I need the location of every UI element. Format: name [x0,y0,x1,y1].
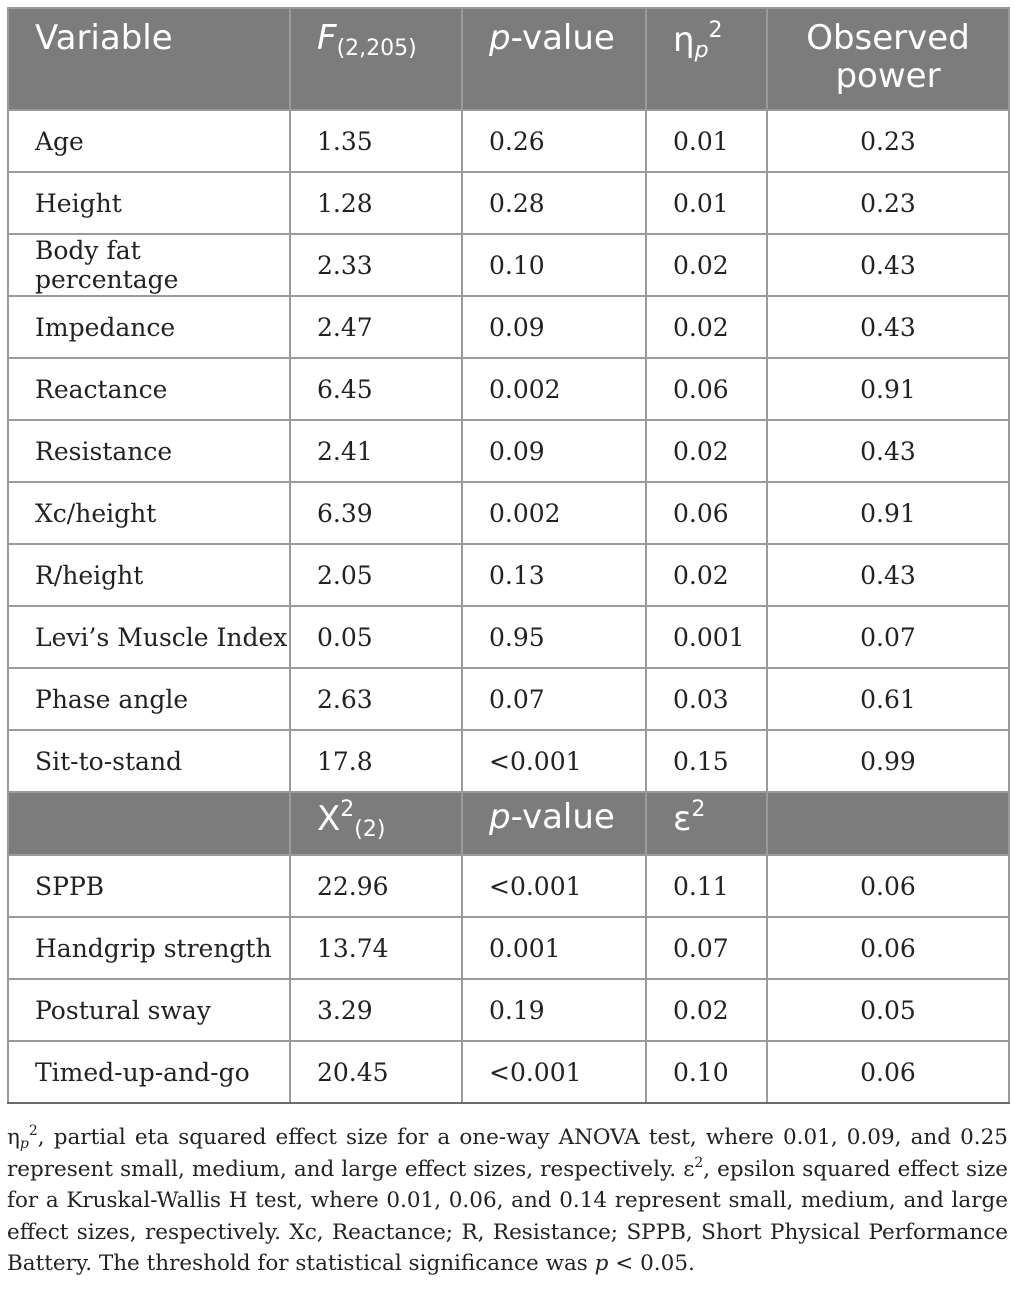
cell-eta: 0.06 [646,358,767,420]
table-row [8,172,1009,234]
cell-p: 0.26 [462,110,646,172]
cell-p: 0.95 [462,606,646,668]
cell-p: 0.10 [462,234,646,296]
cell-p: 0.28 [462,172,646,234]
subheader-epsilon-squared: $\varepsilon^2$ [646,792,767,855]
cell-p: 0.001 [462,917,646,979]
cell-f: 17.8 [290,730,462,792]
cell-eta: 0.001 [646,606,767,668]
table-row [8,482,1009,544]
cell-eta: 0.07 [646,917,767,979]
cell-variable: SPPB [8,855,290,917]
cell-power: 0.61 [767,668,1009,730]
table-row [8,110,1009,172]
cell-eta: 0.01 [646,172,767,234]
cell-eta: 0.02 [646,296,767,358]
table-row [8,358,1009,420]
cell-variable: Sit-to-stand [8,730,290,792]
cell-variable: Phase angle [8,668,290,730]
cell-eta: 0.06 [646,482,767,544]
cell-variable: Body fat percentage [8,234,290,296]
cell-p: <0.001 [462,730,646,792]
statistics-table [7,7,1010,1104]
table-row [8,420,1009,482]
cell-power: 0.43 [767,296,1009,358]
table-row [8,296,1009,358]
cell-eta: 0.03 [646,668,767,730]
header-p-value: p-value [462,8,646,110]
header-f-statistic: $F_{(2,205)}$ [290,8,462,110]
cell-f: 1.28 [290,172,462,234]
cell-p: <0.001 [462,855,646,917]
cell-power: 0.05 [767,979,1009,1041]
table-row [8,544,1009,606]
cell-variable: Handgrip strength [8,917,290,979]
cell-p: 0.002 [462,482,646,544]
cell-variable: Reactance [8,358,290,420]
cell-eta: 0.11 [646,855,767,917]
cell-eta: 0.02 [646,544,767,606]
cell-eta: 0.02 [646,420,767,482]
kruskal-wallis-header-row [8,792,1009,855]
cell-power: 0.99 [767,730,1009,792]
table-row [8,730,1009,792]
table-row [8,1041,1009,1103]
cell-variable: Resistance [8,420,290,482]
cell-f: 1.35 [290,110,462,172]
subheader-chi-squared: $X^2_{(2)}$ [290,792,462,855]
cell-f: 6.45 [290,358,462,420]
cell-eta: 0.02 [646,979,767,1041]
table-row [8,979,1009,1041]
header-observed-power: Observed power [767,8,1009,110]
cell-eta: 0.02 [646,234,767,296]
cell-p: 0.07 [462,668,646,730]
cell-p: 0.19 [462,979,646,1041]
cell-p: 0.09 [462,296,646,358]
table-footnote: $\eta_p^2$, partial eta squared effect size for a one-way ANOVA test, where 0.01, 0.09, and 0.25 represent small, medium, and large effect sizes, respectively. $\varepsilon^2$, epsilon squared effect size for a Kruskal-Wallis H test, where 0.01, 0.06, and 0.14 represent small, medium, and large effect sizes, respectively. Xc, Reactance; R, Resistance; SPPB, Short Physical Performance Battery. The threshold for statistical significance was p < 0.05. [7,1123,1008,1276]
table-row [8,234,1009,296]
table-row [8,606,1009,668]
cell-power: 0.06 [767,1041,1009,1103]
subheader-empty-power [767,792,1009,855]
cell-power: 0.07 [767,606,1009,668]
table-header-row [8,8,1009,110]
cell-f: 2.47 [290,296,462,358]
cell-power: 0.06 [767,855,1009,917]
cell-eta: 0.10 [646,1041,767,1103]
cell-f: 20.45 [290,1041,462,1103]
cell-p: <0.001 [462,1041,646,1103]
cell-p: 0.09 [462,420,646,482]
table-row [8,855,1009,917]
cell-p: 0.002 [462,358,646,420]
cell-power: 0.23 [767,172,1009,234]
cell-variable: Impedance [8,296,290,358]
cell-variable: Postural sway [8,979,290,1041]
header-partial-eta-squared: $\eta_p^2$ [646,8,767,110]
table-row [8,917,1009,979]
cell-eta: 0.01 [646,110,767,172]
cell-power: 0.43 [767,234,1009,296]
cell-power: 0.23 [767,110,1009,172]
cell-power: 0.43 [767,420,1009,482]
cell-variable: Age [8,110,290,172]
subheader-empty [8,792,290,855]
cell-eta: 0.15 [646,730,767,792]
table-row [8,668,1009,730]
cell-f: 3.29 [290,979,462,1041]
cell-variable: Timed-up-and-go [8,1041,290,1103]
cell-power: 0.06 [767,917,1009,979]
cell-variable: R/height [8,544,290,606]
cell-power: 0.43 [767,544,1009,606]
cell-f: 0.05 [290,606,462,668]
cell-variable: Height [8,172,290,234]
cell-f: 2.63 [290,668,462,730]
cell-f: 13.74 [290,917,462,979]
cell-f: 2.33 [290,234,462,296]
cell-variable: Xc/height [8,482,290,544]
cell-p: 0.13 [462,544,646,606]
cell-variable: Levi’s Muscle Index [8,606,290,668]
cell-power: 0.91 [767,358,1009,420]
cell-f: 2.41 [290,420,462,482]
subheader-p-value: p-value [462,792,646,855]
header-variable: Variable [8,8,290,110]
cell-f: 22.96 [290,855,462,917]
cell-f: 2.05 [290,544,462,606]
cell-power: 0.91 [767,482,1009,544]
cell-f: 6.39 [290,482,462,544]
